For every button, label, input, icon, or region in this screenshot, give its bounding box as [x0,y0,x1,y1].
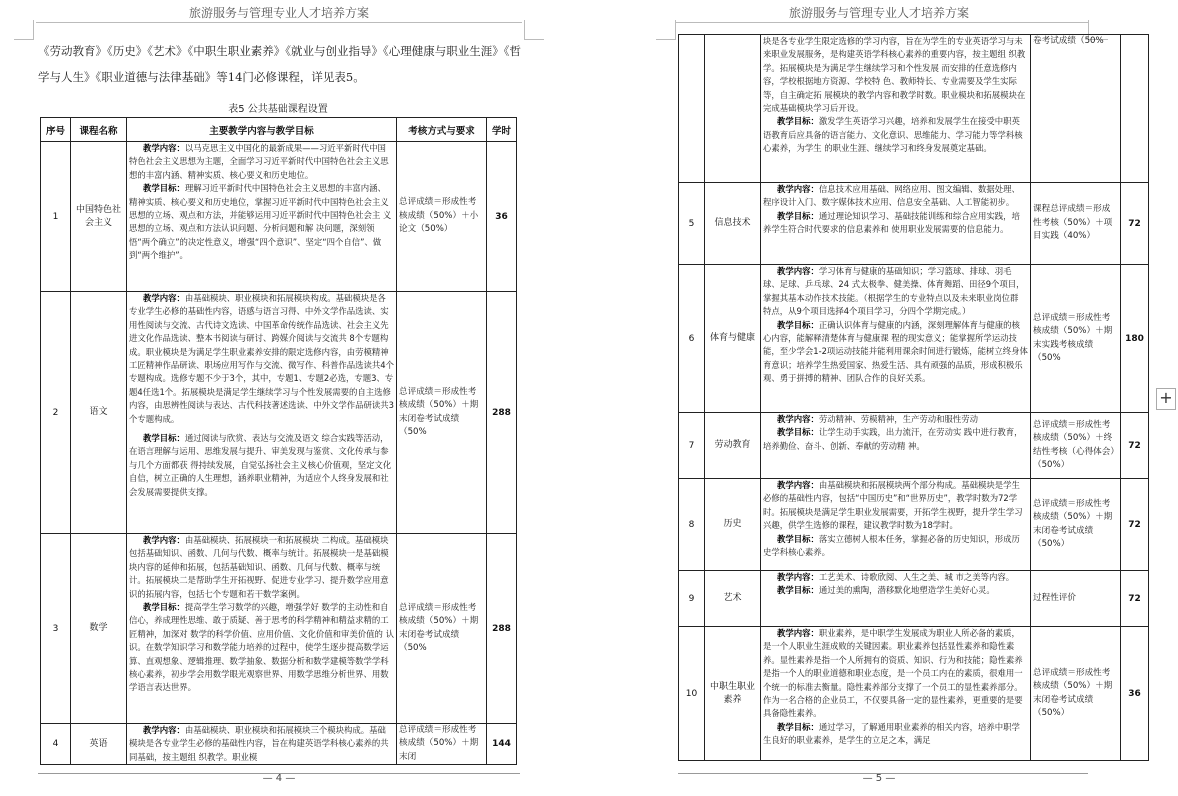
row-name: 中职生职业素养 [705,627,761,761]
row-content [127,142,397,292]
goal-text: 让学生动手实践，出力流汗，在劳动实 践中进行教育，培养勤俭、奋斗、创新、奉献的劳动精 神。 [763,427,1023,451]
page-number: — 5 — [862,773,896,784]
crop-mark [656,20,676,40]
goal-text: 通过学习，了解通用职业素养的相关内容，培养中职学生良好的职业素养，是学生的立足之本，满足 [763,721,1020,746]
goal-label: 教学目标： [777,533,819,544]
row-hours: 144 [487,724,517,765]
content-label: 教学内容： [777,414,819,424]
table-row-continued [679,35,1149,183]
row-content [761,35,1031,183]
content-label: 教学内容： [777,266,819,276]
content-label: 教学内容： [777,480,819,490]
content-label: 教学内容： [777,572,819,582]
header-hours: 学时 [487,118,517,142]
row-name: 英语 [71,724,127,765]
row-content [761,265,1031,413]
content-label: 教学内容： [777,628,819,638]
row-assess: 总评成绩＝形成性考核成绩（50%）＋期末实践考核成绩（50% [1031,265,1121,413]
header-no: 序号 [41,118,71,142]
goal-label: 教学目标： [777,319,819,330]
content-text: 劳动精神、劳模精神，生产劳动和服性劳动 [818,414,978,424]
row-no: 1 [41,142,71,292]
page-4 [0,0,558,796]
content-text: 以马克思主义中国化的最新成果——习近平新时代中国特色社会主义思想为主题，全面学习习近平新时代中国特色社会主义思想的丰富内涵、精神实质、核心要义和历史地位。 [129,143,389,180]
content-text: 工艺美术、诗歌欣阅、人生之美、城 市之美等内容。 [818,572,1015,582]
goal-label: 教学目标： [777,585,819,596]
goal-label: 教学目标： [143,183,185,194]
content-label: 教学内容： [143,725,185,735]
row-hours: 288 [487,292,517,534]
header-rule [676,22,1088,23]
row-name: 历史 [705,479,761,571]
row-name: 体育与健康 [705,265,761,413]
page-header: 旅游服务与管理专业人才培养方案 [188,6,369,20]
table-row [679,183,1149,265]
row-hours: 180 [1121,265,1149,413]
crop-mark [14,20,34,40]
goal-label: 教学目标： [777,721,819,732]
table-caption: 表5 公共基础课程设置 [228,104,328,115]
goal-label: 教学目标： [777,427,819,438]
row-no: 3 [41,534,71,724]
row-content [761,627,1031,761]
row-content [761,571,1031,627]
page-header: 旅游服务与管理专业人才培养方案 [788,6,969,20]
page-number: — 4 — [262,773,296,784]
row-name: 信息技术 [705,183,761,265]
row-hours: 288 [487,534,517,724]
row-assess: 总评成绩＝形成性考核成绩（50%）＋期末闭卷考试成绩（50%） [1031,479,1121,571]
row-no: 6 [679,265,705,413]
goal-text: 通过阅读与欣赏、表达与交流及语文 综合实践等活动，在语言理解与运用、思维发展与提升、审美发现与鉴赏、文化传承与参与几个方面都获 得持续发展，自觉弘扬社会主义核心价值观，坚定文化自信，树立正确的人生理想，涵养职业精神，为适应个人终身发展和社会发展需要提供支撑。 [129,433,392,497]
row-no: 9 [679,571,705,627]
table-row [41,534,517,724]
row-name: 艺术 [705,571,761,627]
goal-label: 教学目标： [777,210,819,221]
table-row [679,265,1149,413]
intro-paragraph: 《劳动教育》《历史》《艺术》《中职生职业素养》《就业与创业指导》《心理健康与职业生涯》《哲学与人生》《职业道德与法律基础》等14门必修课程，详见表5。 [38,44,521,84]
goal-label: 教学目标： [143,433,185,444]
goal-label: 教学目标： [143,602,185,613]
row-no: 10 [679,627,705,761]
content-text: 块是各专业学生限定选修的学习内容，旨在为学生的专业英语学习与未来职业发展服务，是构建英语学科核心素养的重要内容，按主题组 织教学。拓展模块是为满足学生继续学习和个性发展 而安排的任意选修内容，学校根据地方资源、学校特 色、教师特长、专业需要及学生实际等，自主确定拓 展模块的教学内容和教学时数。职业模块和拓展模块在完成基础模块学习后开设。 [763,36,1026,114]
goal-text: 通过理论知识学习、基础技能训练和综合应用实践，培养学生符合时代要求的信息素养和 使用职业发展需要的信息能力。 [763,210,1020,235]
row-content [127,534,397,724]
table-row [41,724,517,765]
row-name: 数学 [71,534,127,724]
row-content [761,413,1031,479]
table-row [41,142,517,292]
row-no: 5 [679,183,705,265]
row-assess: 卷考试成绩（50% [1031,35,1121,183]
row-no: 2 [41,292,71,534]
header-content: 主要教学内容与教学目标 [127,118,397,142]
row-assess: 总评成绩＝形成性考核成绩（50%）＋期末闭 [397,724,487,765]
row-assess: 总评成绩＝形成性考核成绩（50%）＋期末闭卷考试成绩（50% [397,534,487,724]
table-row [679,627,1149,761]
table-row [679,571,1149,627]
content-text: 信息技术应用基础、网络应用、图文编辑、数据处理、程序设计入门、数字媒体技术应用、信息安全基础、人工智能初步。 [763,184,1020,208]
header-rule [36,22,522,23]
row-name: 劳动教育 [705,413,761,479]
goal-text: 正确认识体育与健康的内涵，深刻理解体育与健康的核心内容，能解释清楚体育与健康课 程的现实意义；能掌握所学运动技能，至少学会1-2项运动技能并能利用课余时间进行锻炼，能树立终身体育意识；培养学生热爱国家、热爱生活、具有顽强的品质，形成积极乐观、勇于拼搏的精神、团队合作的良好关系。 [763,319,1028,384]
row-hours: 72 [1121,183,1149,265]
goal-text: 提高学生学习数学的兴趣，增强学好 数学的主动性和自信心，养成理性思维、敢于质疑、善于思考的科学精神和精益求精的工匠精神，加深对 数学的科学价值、应用价值、文化价值和审美价值的 认识。在数学知识学习和数学能力培养的过程中，使学生逐步提高数学运算、直观想象、逻辑推理、数学抽象、数据分析和数学建模等数学学科核心素养，初步学会用数学眼光观察世界、用数学思维分析世界、用数学语言表达世界。 [129,602,394,693]
row-hours: 36 [1121,627,1149,761]
content-text: 由基础模块和拓展模块两个部分构成。基础模块是学生必修的基础性内容，包括“中国历史”和“世界历史”，教学时数为72学时。拓展模块是满足学生职业发展需要，开拓学生视野，提升学生学习兴趣，供学生选修的课程，建议教学时数为18学时。 [763,480,1023,531]
content-label: 教学内容： [143,293,185,303]
content-label: 教学内容： [777,184,819,194]
expand-button[interactable]: + [1156,388,1176,410]
content-text: 由基础模块、职业模块和拓展模块构成。基础模块是各专业学生必修的基础性内容，语感与语言习得、中外文学作品选读、实用性阅读与交流、古代诗文选读、中国革命传统作品选读、社会主义先进文化作品选读、整本书阅读与研讨、跨媒介阅读与交流共 8个专题构成。职业模块是为满足学生职业素养安排的限定选修内容，由劳模精神工匠精神作品研读、职场应用写作与交流、微写作、科普作品选读共4个专题构成。选修专题不少于3个，其中，专题1、专题2必选，专题3、专题4任选1个。拓展模块是满足学生继续学习与个性发展需要的自主选修内容，由思辨性阅读与表达、古代科技著述选读、中外文学作品研读共3个专题构成。 [129,293,394,424]
row-no: 4 [41,724,71,765]
content-text: 由基础模块、拓展模块一和拓展模块 二构成。基础模块包括基础知识、函数、几何与代数、概率与统计。拓展模块一是基础模块内容的延伸和拓展，包括基础知识、函数、几何与代数、概率与统计。拓展模块二是帮助学生开拓视野、促进专业学习、提升数学应用意识的拓展内容，包括七个专题和若干数学案例。 [129,535,389,599]
course-table-left [40,117,517,765]
content-text: 职业素养，是中职学生发展成为职业人所必备的素质，是一个人职业生涯成败的关键因素。职业素养包括显性素养和隐性素养。显性素养是指一个人所拥有的资质、知识、行为和技能；隐性素养是指一个人的职业道德和职业态度，是一个员工内在的素质，很难用一个统一的标准去衡量。隐性素养部分支撑了一个员工的显性素养部分。作为一名合格的企业员工，不仅要具备一定的显性素养，更重要的是要具备隐性素养。 [763,628,1023,719]
row-no: 8 [679,479,705,571]
course-table-right [678,34,1149,761]
goal-text: 落实立德树人根本任务，掌握必备的历史知识，形成历史学科核心素养。 [763,533,1020,558]
crop-mark [524,20,544,40]
table-row [679,479,1149,571]
content-label: 教学内容： [143,535,185,545]
row-assess: 总评成绩＝形成性考核成绩（50%）＋终结性考核（心得体会）（50%） [1031,413,1121,479]
row-no: 7 [679,413,705,479]
row-assess: 过程性评价 [1031,571,1121,627]
row-assess: 总评成绩＝形成性考核成绩（50%）＋期末闭卷考试成绩（50% [397,292,487,534]
table-row [679,413,1149,479]
table-row [41,292,517,534]
row-assess: 总评成绩＝形成性考核成绩（50%）＋期末闭卷考试成绩（50%） [1031,627,1121,761]
row-content [127,292,397,534]
header-assess: 考核方式与要求 [397,118,487,142]
goal-label: 教学目标： [777,116,819,127]
row-name: 中国特色社会主义 [71,142,127,292]
row-content [761,183,1031,265]
content-text: 由基础模块、职业模块和拓展模块三个模块构成。基础模块是各专业学生必修的基础性内容，旨在构建英语学科核心素养的共同基础，按主题组 织教学。职业模 [129,725,389,762]
row-hours: 72 [1121,413,1149,479]
goal-text: 通过美的熏陶，潜移默化地塑造学生美好心灵。 [818,585,995,596]
header-name: 课程名称 [71,118,127,142]
row-name: 语文 [71,292,127,534]
goal-text: 激发学生英语学习兴趣，培养和发展学生在接受中职英语教育后应具备的语言能力、文化意识、思维能力、学习能力等学科核心素养，为学生 的职业生涯、继续学习和终身发展奠定基础。 [763,116,1023,154]
table-header-row [41,118,517,142]
content-text: 学习体育与健康的基础知识；学习篮球、排球、羽毛球、足球、乒乓球、24 式太极拳、健美操、体育舞蹈、田径9个项目，掌握其基本动作技术技能。（根据学生的专业特点以及未来职业岗位群 特点，从9个项目选择4个项目学习，分四个学期完成。） [763,266,1025,317]
row-content [761,479,1031,571]
row-assess: 课程总评成绩＝形成性考核（50%）＋项目实践（40%） [1031,183,1121,265]
goal-text: 理解习近平新时代中国特色社会主义思想的丰富内涵、精神实质、核心要义和历史地位，掌握习近平新时代中国特色社会主义思想的立场、观点和方法，并能够运用习近平新时代中国特色社会主 义思想的立场、观点和方法认识问题、分析问题和解 决问题，深刻领悟“两个确立”的决定性意义，增强“四个意识”、坚定“四个自信”、做到“两个维护”。 [129,183,392,261]
row-content [127,724,397,765]
row-assess: 总评成绩＝形成性考核成绩（50%）＋小论文（50%） [397,142,487,292]
content-label: 教学内容： [143,143,185,153]
row-hours: 72 [1121,479,1149,571]
row-hours: 72 [1121,571,1149,627]
row-hours: 36 [487,142,517,292]
